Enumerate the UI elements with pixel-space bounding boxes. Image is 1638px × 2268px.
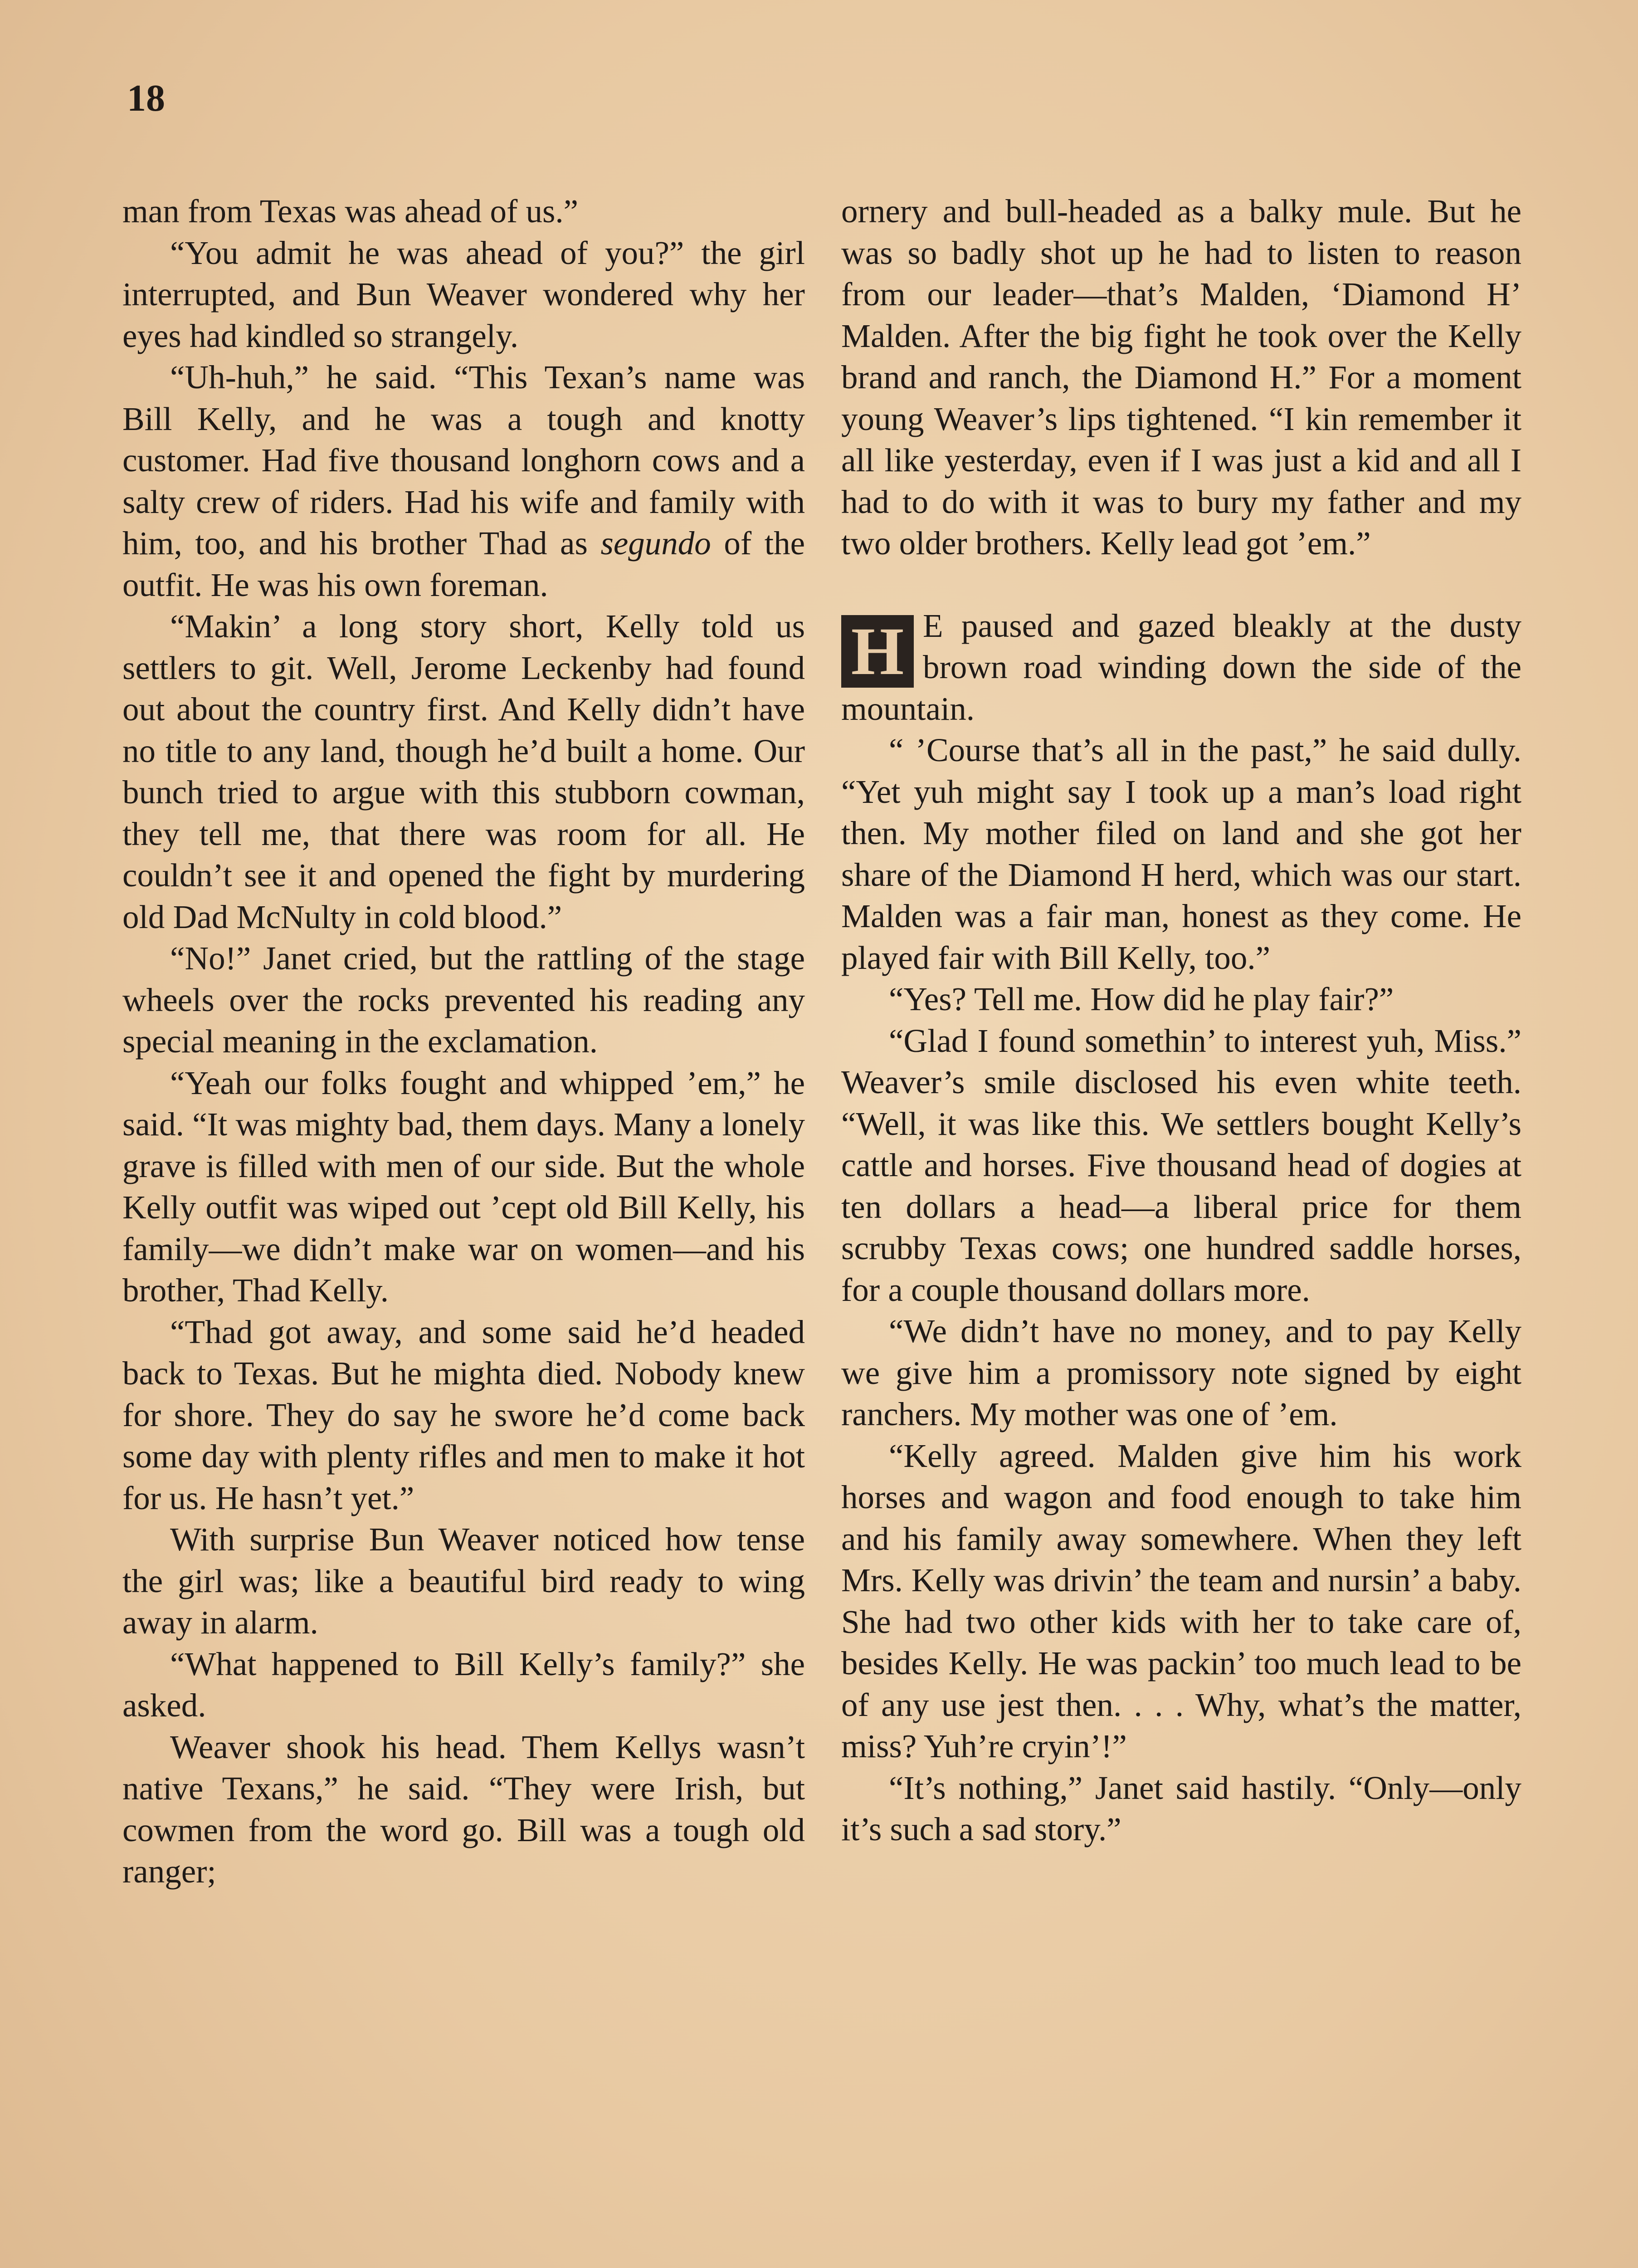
paragraph: ornery and bull-headed as a balky mule. But he was so badly shot up he had to listen to reason from our leader—that’s Malden, ‘Diamond H’ Malden. After the big fight he took over the Kelly brand and ranch, the Diamond H.” For a moment young Weaver’s lips tightened. “I kin remember it all like yesterday, even if I was just a kid and all I had to do with it was to bury my father and my two older brothers. Kelly lead got ’em.” <box>841 193 1521 562</box>
page-number: 18 <box>127 77 165 119</box>
paragraph: “Uh-huh,” he said. “This Texan’s name was Bill Kelly, and he was a tough and knotty customer. Had five thousand longhorn cows and a salty crew of riders. Had his wife and family with him, too, and his brother Thad as segundo of the outfit. He was his own foreman. <box>122 359 805 603</box>
italic-word: segundo <box>600 525 711 562</box>
paragraph-text: E paused and gazed bleakly at the dusty brown road winding down the side of the mountain. <box>841 607 1521 727</box>
paragraph: “Kelly agreed. Malden give him his work horses and wagon and food enough to take him and his family away somewhere. When they left Mrs. Kelly was drivin’ the team and nursin’ a baby. She had two other kids with her to take care of, besides Kelly. He was packin’ too much lead to be of any use jest then. . . . Why, what’s the matter, miss? Yuh’re cryin’!” <box>841 1437 1521 1765</box>
paragraph: Weaver shook his head. Them Kellys wasn’t native Texans,” he said. “They were Irish, but cowmen from the word go. Bill was a tough old ranger; <box>122 1728 805 1890</box>
paragraph: “Yes? Tell me. How did he play fair?” <box>889 981 1394 1017</box>
paragraph: “We didn’t have no money, and to pay Kelly we give him a promissory note signed by eight ranchers. My mother was one of ’em. <box>841 1313 1521 1432</box>
paragraph-with-drop-cap <box>841 605 1521 730</box>
paragraph: “Glad I found somethin’ to interest yuh, Miss.” Weaver’s smile disclosed his even white teeth. “Well, it was like this. We settlers bought Kelly’s cattle and horses. Five thousand head of dogies at ten dollars a head—a liberal price for them scrubby Texas cows; one hundred saddle horses, for a couple thousand dollars more. <box>841 1022 1521 1308</box>
paragraph: “Makin’ a long story short, Kelly told us settlers to git. Well, Jerome Leckenby had found out about the country first. And Kelly didn’t have no title to any land, though he’d built a home. Our bunch tried to argue with this stubborn cowman, they tell me, that there was room for all. He couldn’t see it and opened the fight by murdering old Dad McNulty in cold blood.” <box>122 608 805 935</box>
drop-cap: H <box>841 615 914 688</box>
paragraph: “It’s nothing,” Janet said hastily. “Only—only it’s such a sad story.” <box>841 1769 1521 1848</box>
paragraph: With surprise Bun Weaver noticed how tense the girl was; like a beautiful bird ready to wing away in alarm. <box>122 1521 805 1641</box>
right-column <box>841 191 1521 1850</box>
left-column <box>122 191 805 1892</box>
paragraph: “What happened to Bill Kelly’s family?” she asked. <box>122 1645 805 1724</box>
paragraph: man from Texas was ahead of us.” <box>122 193 579 230</box>
paragraph: “You admit he was ahead of you?” the girl interrupted, and Bun Weaver wondered why her eyes had kindled so strangely. <box>122 234 805 354</box>
paragraph: “Thad got away, and some said he’d headed back to Texas. But he mighta died. Nobody knew for shore. They do say he swore he’d come back some day with plenty rifles and men to make it hot for us. He hasn’t yet.” <box>122 1313 805 1516</box>
paragraph: “ ’Course that’s all in the past,” he said dully. “Yet yuh might say I took up a man’s load right then. My mother filed on land and she got her share of the Diamond H herd, which was our start. Malden was a fair man, honest as they come. He played fair with Bill Kelly, too.” <box>841 732 1521 976</box>
paragraph: “Yeah our folks fought and whipped ’em,” he said. “It was mighty bad, them days. Many a lonely grave is filled with men of our side. But the whole Kelly outfit was wiped out ’cept old Bill Kelly, his family—we didn’t make war on women—and his brother, Thad Kelly. <box>122 1064 805 1309</box>
paragraph: “No!” Janet cried, but the rattling of the stage wheels over the rocks prevented his reading any special meaning in the exclamation. <box>122 940 805 1060</box>
section-break <box>841 564 1521 605</box>
